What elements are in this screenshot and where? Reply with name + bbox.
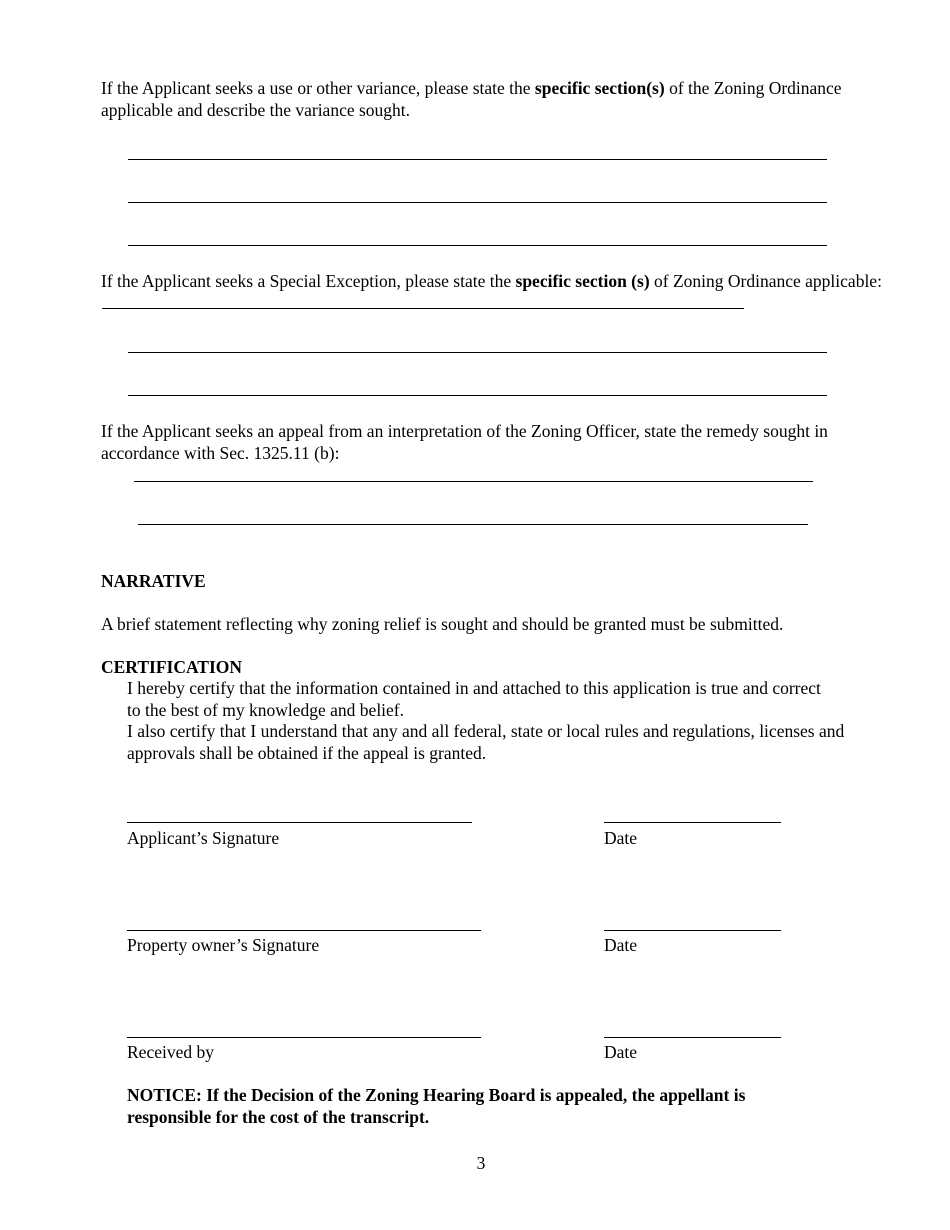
certification-statement-2: I also certify that I understand that any and all federal, state or local rules and regulations, licenses and approvals shall be obtained if the appeal is granted. xyxy=(127,721,845,763)
received-date-label: Date xyxy=(604,1042,638,1062)
variance-answer-line-1[interactable] xyxy=(128,159,827,160)
property-owner-date-line[interactable] xyxy=(604,930,781,931)
applicant-signature-line[interactable] xyxy=(127,822,472,823)
property-owner-date-label: Date xyxy=(604,935,638,955)
certification-statement-1: I hereby certify that the information contained in and attached to this application is true and correct to the best of my knowledge and belief. xyxy=(127,678,821,720)
narrative-text: A brief statement reflecting why zoning relief is sought and should be granted must be submitted. xyxy=(101,614,784,634)
variance-answer-line-2[interactable] xyxy=(128,202,827,203)
special-exception-answer-line-1[interactable] xyxy=(128,352,827,353)
received-date-line[interactable] xyxy=(604,1037,781,1038)
special-exception-inline-field[interactable] xyxy=(102,292,744,309)
page-number: 3 xyxy=(476,1153,486,1173)
appeal-instructions: If the Applicant seeks an appeal from an interpretation of the Zoning Officer, state the remedy sought in accordance with Sec. 1325.11 (b): xyxy=(101,421,828,463)
appeal-answer-line-1[interactable] xyxy=(134,481,813,482)
narrative-heading: NARRATIVE xyxy=(101,571,206,591)
received-by-label: Received by xyxy=(127,1042,214,1062)
applicant-date-label: Date xyxy=(604,828,638,848)
property-owner-signature-line[interactable] xyxy=(127,930,481,931)
special-exception-instructions: If the Applicant seeks a Special Exception, please state the specific section (s) of Zoning Ordinance applicable: xyxy=(101,270,901,314)
special-exception-answer-line-2[interactable] xyxy=(128,395,827,396)
property-owner-signature-label: Property owner’s Signature xyxy=(127,935,320,955)
certification-heading: CERTIFICATION xyxy=(101,657,243,677)
special-exception-bold-term: specific section (s) xyxy=(515,271,650,291)
applicant-signature-label: Applicant’s Signature xyxy=(127,828,280,848)
variance-answer-line-3[interactable] xyxy=(128,245,827,246)
applicant-date-line[interactable] xyxy=(604,822,781,823)
received-by-line[interactable] xyxy=(127,1037,481,1038)
transcript-cost-notice: NOTICE: If the Decision of the Zoning Hearing Board is appealed, the appellant is responsible for the cost of the transcript. xyxy=(127,1085,746,1127)
variance-bold-term: specific section(s) xyxy=(534,78,665,98)
appeal-answer-line-2[interactable] xyxy=(138,524,808,525)
variance-instructions: If the Applicant seeks a use or other variance, please state the specific section(s) of the Zoning Ordinance applicable and describe the variance sought. xyxy=(101,78,842,120)
